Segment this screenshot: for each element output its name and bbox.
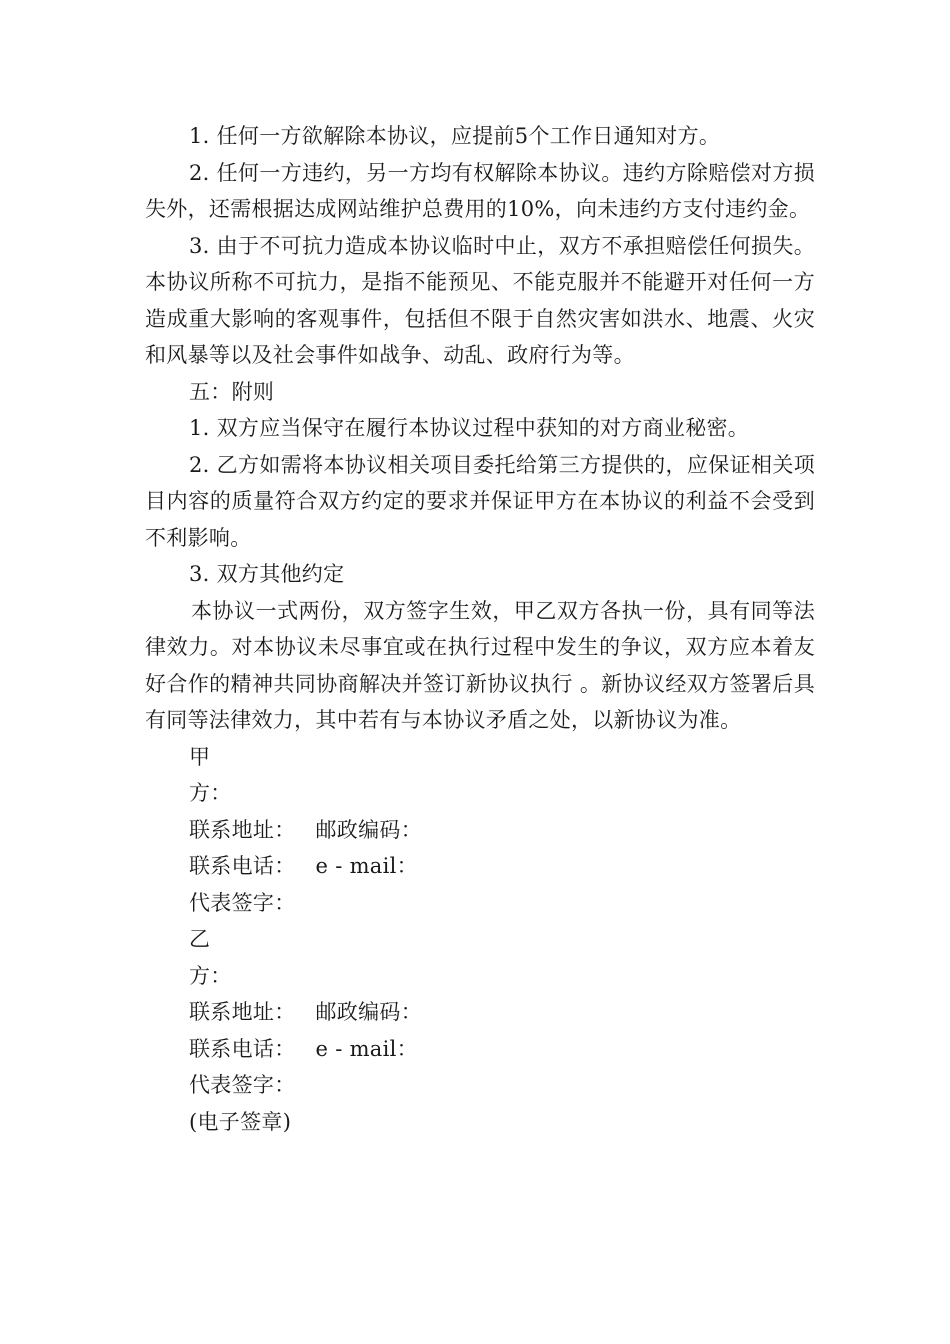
party-b-email-label: e - mail： (315, 1036, 418, 1061)
party-b-phone-row (145, 1031, 815, 1068)
document-body (145, 118, 815, 1140)
electronic-seal-note: (电子签章) (189, 1109, 292, 1134)
party-a-name-line1: 甲 (189, 744, 211, 769)
supplementary-item-3: 3. 双方其他约定 (189, 562, 345, 586)
party-b-signature-label: 代表签字： (189, 1073, 296, 1097)
party-b-address-label: 联系地址： (189, 1000, 296, 1024)
party-a-name-line2: 方： (189, 781, 232, 805)
party-b-name-line1: 乙 (189, 927, 211, 951)
termination-item-3: 3. 由于不可抗力造成本协议临时中止，双方不承担赔偿任何损失。本协议所称不可抗力，是指不能预见、不能克服并不能避开对任何一方造成重大影响的客观事件，包括但不限于自然灾害如洪水、地震、火灾和风暴等以及社会事件如战争、动乱、政府行为等。 (145, 233, 815, 367)
party-b-postcode-label: 邮政编码： (315, 1000, 422, 1024)
party-b-address-row (145, 994, 815, 1031)
party-a-block (145, 739, 815, 922)
supplementary-item-1: 1. 双方应当保守在履行本协议过程中获知的对方商业秘密。 (189, 416, 750, 440)
party-b-phone-label: 联系电话： (189, 1036, 296, 1061)
party-a-address-label: 联系地址： (189, 817, 296, 842)
supplementary-item-2: 2. 乙方如需将本协议相关项目委托给第三方提供的，应保证相关项目内容的质量符合双方约定的要求并保证甲方在本协议的利益不会受到不利影响。 (145, 452, 815, 550)
party-b-block (145, 921, 815, 1104)
termination-item-1: 1. 任何一方欲解除本协议，应提前5个工作日通知对方。 (189, 124, 721, 148)
termination-item-2: 2. 任何一方违约，另一方均有权解除本协议。违约方除赔偿对方损失外，还需根据达成网站维护总费用的10%，向未违约方支付违约金。 (145, 160, 815, 221)
closing-clause: 本协议一式两份，双方签字生效，甲乙双方各执一份，具有同等法律效力。对本协议未尽事宜或在执行过程中发生的争议，双方应本着友好合作的精神共同协商解决并签订新协议执行 。新协议经双方签署后具有同等法律效力，其中若有与本协议矛盾之处，以新协议为准。 (145, 598, 815, 732)
party-b-name-line2: 方： (189, 963, 232, 988)
party-a-phone-row (145, 848, 815, 885)
party-a-email-label: e - mail： (315, 854, 418, 878)
section-heading-supplementary: 五：附则 (189, 379, 275, 404)
party-a-signature-label: 代表签字： (189, 890, 296, 915)
party-a-address-row (145, 812, 815, 849)
party-a-postcode-label: 邮政编码： (315, 817, 422, 842)
party-a-phone-label: 联系电话： (189, 854, 296, 878)
